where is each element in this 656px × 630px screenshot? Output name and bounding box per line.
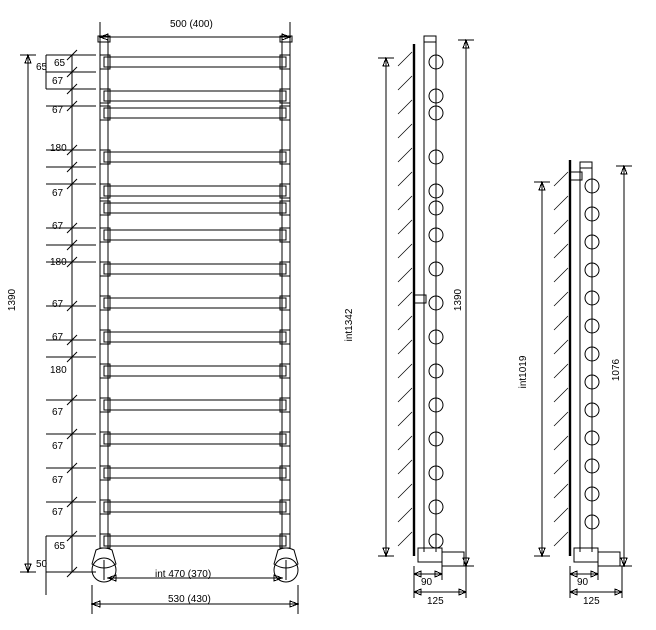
- pitch-label-15: 65: [54, 541, 66, 552]
- pitch-label-10: 180: [50, 365, 67, 376]
- pitch-label-6: 67: [52, 221, 64, 232]
- front-inner-width-label: int 470 (370): [155, 569, 212, 580]
- side-left-offset-label: 90: [421, 577, 433, 588]
- pitch-label-14: 67: [52, 507, 64, 518]
- pitch-label-11: 67: [52, 407, 64, 418]
- side-left-interaxis-label: int1342: [344, 308, 355, 342]
- front-edge-top-label: 65: [36, 62, 48, 73]
- front-edge-bottom-label: 50: [36, 559, 48, 570]
- pitch-label-8: 67: [52, 299, 64, 310]
- pitch-label-13: 67: [52, 475, 64, 486]
- pitch-label-9: 67: [52, 332, 64, 343]
- pitch-label-2: 67: [52, 76, 64, 87]
- side-left-height-label: 1390: [453, 288, 464, 312]
- front-top-width-label: 500 (400): [170, 19, 213, 30]
- pitch-label-7: 180: [50, 257, 67, 268]
- front-total-height-label: 1390: [7, 288, 18, 312]
- side-right-depth-label: 125: [583, 596, 600, 607]
- front-height-dimension: [20, 55, 36, 572]
- pitch-label-12: 67: [52, 441, 64, 452]
- pitch-label-1: 65: [54, 58, 66, 69]
- front-bottom-width-label: 530 (430): [168, 594, 211, 605]
- side-right-interaxis-label: int1019: [518, 355, 529, 389]
- pitch-label-3: 67: [52, 105, 64, 116]
- front-radiator-body: [98, 36, 292, 548]
- side-right-offset-label: 90: [577, 577, 589, 588]
- side-right-height-label: 1076: [611, 358, 622, 382]
- pitch-label-5: 67: [52, 188, 64, 199]
- side-left-depth-label: 125: [427, 596, 444, 607]
- front-horizontal-bars: [100, 55, 290, 548]
- pitch-label-4: 180: [50, 143, 67, 154]
- side-view-left: [378, 36, 474, 598]
